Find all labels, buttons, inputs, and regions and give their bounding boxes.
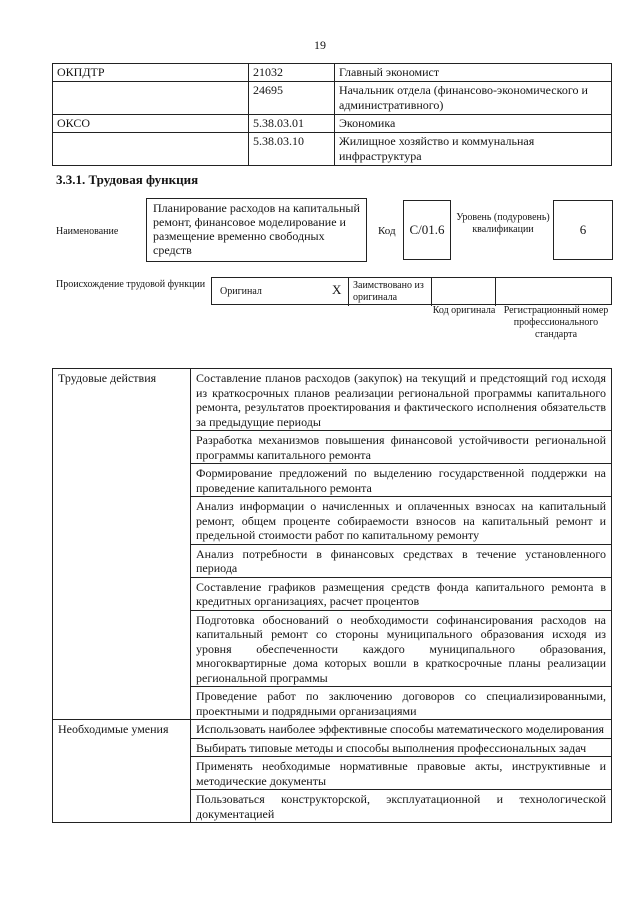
classifier-code: 5.38.03.10 xyxy=(249,133,335,166)
table-row xyxy=(53,82,612,115)
code-original-cell xyxy=(432,278,496,306)
name-label: Наименование xyxy=(56,226,119,237)
level-label: Уровень (подуровень) квалификации xyxy=(456,212,550,235)
code-original-label: Код оригинала xyxy=(432,305,496,316)
reg-number-cell xyxy=(496,278,611,306)
table-row xyxy=(53,115,612,133)
table-row xyxy=(53,369,612,431)
borrowed-label: Заимствовано из оригинала xyxy=(353,280,424,303)
page-number: 19 xyxy=(314,38,326,52)
classifier-title: Начальник отдела (финансово-экономического и административного) xyxy=(335,82,612,115)
skill-item: Применять необходимые нормативные правовые акты, инструктивные и методические документы xyxy=(191,757,612,790)
labor-action-item: Подготовка обоснований о необходимости софинансирования расходов на капитальный ремонт со стороны муниципального образования исходя из уровня обеспеченности каждого муниципального образования, многоквартирные дома которых вошли в краткосрочные планы реализации региональной программы xyxy=(191,610,612,687)
section-title: 3.3.1. Трудовая функция xyxy=(56,172,199,187)
borrowed-cell xyxy=(349,278,432,306)
classifier-title: Главный экономист xyxy=(335,64,612,82)
labor-action-item: Составление графиков размещения средств фонда капитального ремонта в кредитных организациях, расчет процентов xyxy=(191,577,612,610)
reg-number-label: Регистрационный номер профессионального стандарта xyxy=(503,305,609,340)
table-row xyxy=(53,64,612,82)
labor-action-item: Составление планов расходов (закупок) на текущий и предстоящий год исходя из краткосрочных планов реализации региональной программы капитального ремонта, результатов проектирования и фактического исполнения обязательств за предыдущие периоды xyxy=(191,369,612,431)
origin-row xyxy=(211,277,612,305)
skill-item: Пользоваться конструкторской, эксплуатационной и технологической документацией xyxy=(191,790,612,823)
original-cell xyxy=(212,278,349,306)
labor-actions-heading: Трудовые действия xyxy=(53,369,191,720)
original-mark: X xyxy=(332,282,342,297)
labor-action-item: Разработка механизмов повышения финансовой устойчивости региональной программы капитального ремонта xyxy=(191,431,612,464)
function-code-box: С/01.6 xyxy=(403,200,451,260)
classifier-name xyxy=(53,82,249,115)
classifier-title: Экономика xyxy=(335,115,612,133)
function-name-box: Планирование расходов на капитальный ремонт, финансовое моделирование и размещение временно свободных средств xyxy=(146,198,367,262)
code-label: Код xyxy=(378,225,396,237)
skill-item: Выбирать типовые методы и способы выполнения профессиональных задач xyxy=(191,738,612,757)
classifier-code: 21032 xyxy=(249,64,335,82)
labor-action-item: Анализ потребности в финансовых средствах в течение установленного периода xyxy=(191,544,612,577)
classifier-code: 24695 xyxy=(249,82,335,115)
table-row xyxy=(53,720,612,739)
skill-item: Использовать наиболее эффективные способы математического моделирования xyxy=(191,720,612,739)
classifier-title: Жилищное хозяйство и коммунальная инфраструктура xyxy=(335,133,612,166)
classifier-codes-table xyxy=(52,63,612,166)
origin-label: Происхождение трудовой функции xyxy=(56,279,206,290)
function-details-table xyxy=(52,368,612,823)
classifier-code: 5.38.03.01 xyxy=(249,115,335,133)
labor-action-item: Анализ информации о начисленных и оплаченных взносах на капитальный ремонт, общем проценте собираемости взносов на капитальный ремонт и предельной стоимости работ по капитальному ремонту xyxy=(191,497,612,545)
classifier-name: ОКПДТР xyxy=(53,64,249,82)
skills-heading: Необходимые умения xyxy=(53,720,191,823)
labor-action-item: Формирование предложений по выделению государственной поддержки на проведение капитального ремонта xyxy=(191,464,612,497)
labor-action-item: Проведение работ по заключению договоров со специализированными, проектными и подрядными организациями xyxy=(191,687,612,720)
table-row xyxy=(53,133,612,166)
classifier-name xyxy=(53,133,249,166)
classifier-name: ОКСО xyxy=(53,115,249,133)
qualification-level-box: 6 xyxy=(553,200,613,260)
original-label: Оригинал xyxy=(220,286,262,297)
